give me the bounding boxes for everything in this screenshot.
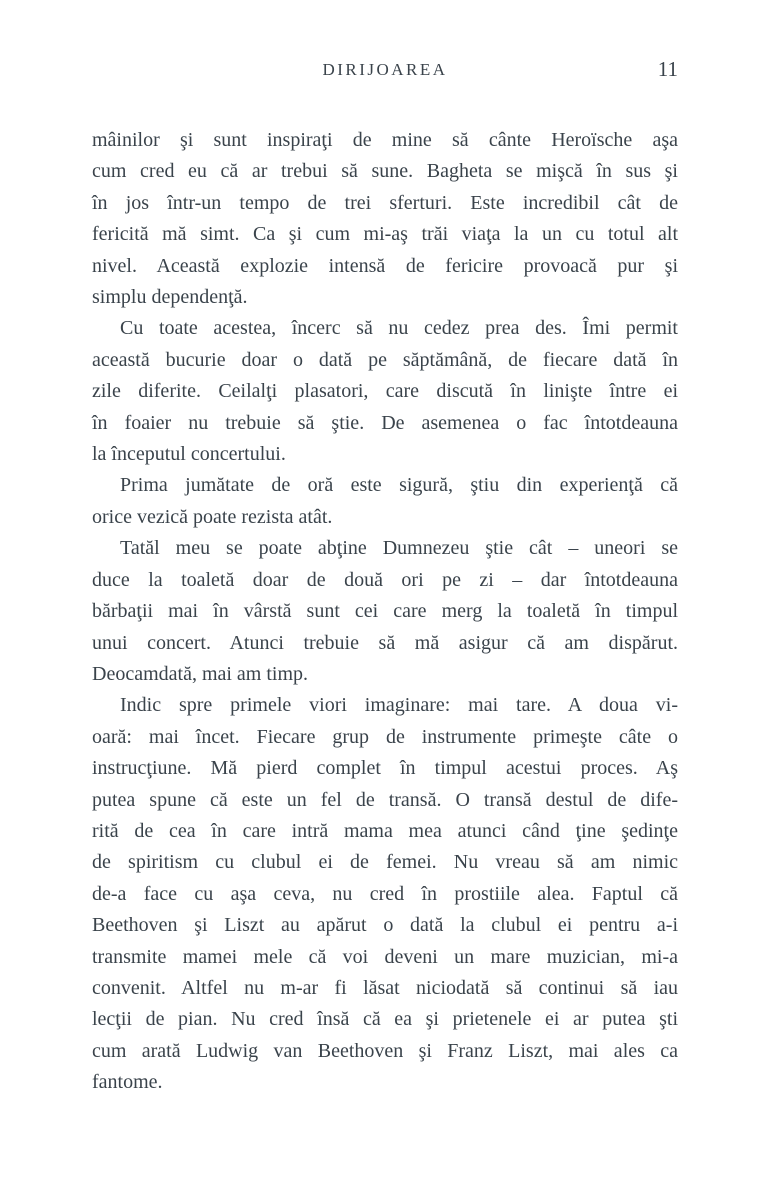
- text-line: rită de cea în care intră mama mea atunci când ţine şedinţe: [92, 819, 678, 842]
- paragraph: [92, 470, 678, 533]
- text-line: Beethoven şi Liszt au apărut o dată la clubul ei pentru a-i: [92, 914, 678, 937]
- text-line: fantome.: [92, 1071, 163, 1094]
- text-line: de-a face cu aşa ceva, nu cred în prostiile alea. Faptul că: [92, 882, 678, 905]
- text-line: cum arată Ludwig van Beethoven şi Franz Liszt, mai ales ca: [92, 1039, 678, 1062]
- text-line: convenit. Altfel nu m-ar fi lăsat niciodată să continui să iau: [92, 976, 678, 999]
- text-line: nivel. Această explozie intensă de fericire provoacă pur şi: [92, 254, 678, 277]
- text-line: în foaier nu trebuie să ştie. De asemenea o fac întotdeauna: [92, 411, 678, 434]
- text-line: această bucurie doar o dată pe săptămână, de fiecare dată în: [92, 348, 678, 371]
- text-line: fericită mă simt. Ca şi cum mi-aş trăi viaţa la un cu totul alt: [92, 223, 678, 246]
- paragraph: [92, 313, 678, 470]
- text-line: zile diferite. Ceilalţi plasatori, care discută în linişte între ei: [92, 380, 678, 403]
- text-line: unui concert. Atunci trebuie să mă asigur că am dispărut.: [92, 631, 678, 654]
- page-number: 11: [657, 57, 678, 81]
- running-head: [92, 57, 678, 81]
- text-line: cum cred eu că ar trebui să sune. Bagheta se mişcă în sus şi: [92, 160, 678, 183]
- text-line: oară: mai încet. Fiecare grup de instrumente primeşte câte o: [92, 725, 678, 748]
- paragraph: [92, 690, 678, 1098]
- text-line: la începutul concertului.: [92, 443, 286, 466]
- chapter-title: DIRIJOAREA: [322, 60, 448, 79]
- text-line: orice vezică poate rezista atât.: [92, 505, 333, 528]
- text-line: simplu dependenţă.: [92, 286, 248, 309]
- text-line: putea spune că este un fel de transă. O transă destul de dife-: [92, 788, 678, 811]
- text-line: Deocamdată, mai am timp.: [92, 662, 309, 685]
- text-line: transmite mamei mele că voi deveni un mare muzician, mi-a: [92, 945, 678, 968]
- text-line: duce la toaletă doar de două ori pe zi – dar întotdeauna: [92, 568, 678, 591]
- text-line: în jos într-un tempo de trei sferturi. Este incredibil cât de: [92, 191, 678, 214]
- text-line: de spiritism cu clubul ei de femei. Nu vreau să am nimic: [92, 851, 678, 874]
- text-line: bărbaţii mai în vârstă sunt cei care merg la toaletă în timpul: [92, 600, 678, 623]
- text-line: instrucţiune. Mă pierd complet în timpul acestui proces. Aş: [92, 757, 678, 780]
- text-line: lecţii de pian. Nu cred însă că ea şi prietenele ei ar putea şti: [92, 1008, 678, 1031]
- body-text: [92, 125, 678, 1099]
- paragraph: [92, 533, 678, 690]
- text-line: Cu toate acestea, încerc să nu cedez prea des. Îmi permit: [120, 317, 678, 340]
- text-line: Indic spre primele viori imaginare: mai tare. A doua vi-: [120, 694, 678, 717]
- paragraph: [92, 125, 678, 313]
- text-line: Prima jumătate de oră este sigură, ştiu din experienţă că: [120, 474, 678, 497]
- text-line: Tatăl meu se poate abţine Dumnezeu ştie cât – uneori se: [120, 537, 678, 560]
- text-line: mâinilor şi sunt inspiraţi de mine să cânte Heroïsche aşa: [92, 129, 678, 151]
